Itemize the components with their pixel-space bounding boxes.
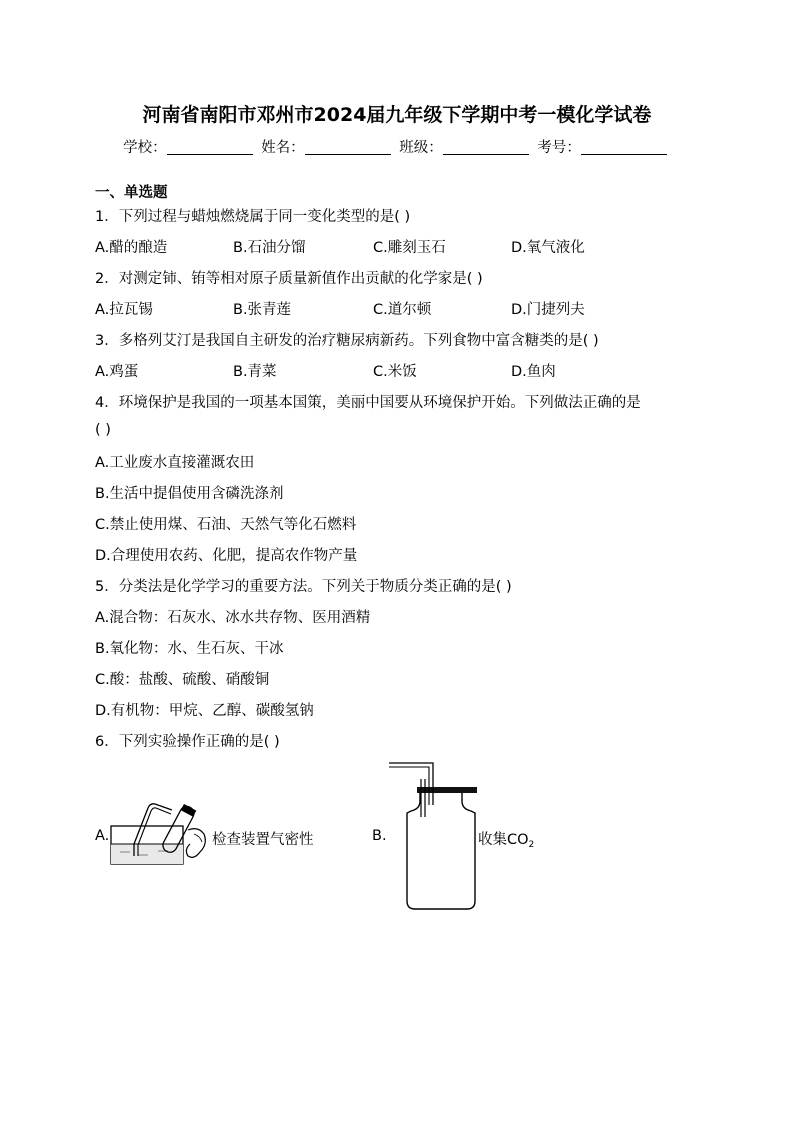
q1-option-b[interactable]: B.石油分馏 <box>233 240 306 256</box>
q2-option-d[interactable]: D.门捷列夫 <box>511 302 585 318</box>
airtightness-check-diagram <box>108 800 218 870</box>
q1-option-c[interactable]: C.雕刻玉石 <box>373 240 446 256</box>
q4-option-a[interactable]: A.工业废水直接灌溉农田 <box>95 455 255 471</box>
q4-option-b[interactable]: B.生活中提倡使用含磷洗涤剂 <box>95 486 284 502</box>
question-2-stem: 2．对测定铈、铕等相对原子质量新值作出贡献的化学家是( ) <box>95 271 483 287</box>
school-blank[interactable] <box>167 140 253 155</box>
class-blank[interactable] <box>443 140 529 155</box>
q5-option-b[interactable]: B.氧化物：水、生石灰、干冰 <box>95 641 284 657</box>
school-label: 学校： <box>123 140 167 156</box>
number-label: 考号： <box>537 140 581 156</box>
q3-option-c[interactable]: C.米饭 <box>373 364 417 380</box>
q3-option-a[interactable]: A.鸡蛋 <box>95 364 139 380</box>
section-heading: 一、单选题 <box>95 185 168 201</box>
q2-option-c[interactable]: C.道尔顿 <box>373 302 432 318</box>
question-1-stem: 1．下列过程与蜡烛燃烧属于同一变化类型的是( ) <box>95 209 411 225</box>
q1-option-d[interactable]: D.氧气液化 <box>511 240 585 256</box>
exam-title: 河南省南阳市邓州市2024届九年级下学期中考一模化学试卷 <box>142 104 652 126</box>
q2-option-b[interactable]: B.张青莲 <box>233 302 292 318</box>
q6-option-b[interactable]: B. <box>372 828 387 844</box>
name-label: 姓名： <box>261 140 305 156</box>
q6-caption-b-subscript: 2 <box>528 840 535 850</box>
question-4-stem-cont: ( ) <box>95 422 111 438</box>
student-info-row <box>0 136 794 157</box>
gas-collection-bottle-diagram <box>385 757 480 915</box>
q6-caption-a: 检查装置气密性 <box>212 832 314 848</box>
question-4-stem: 4．环境保护是我国的一项基本国策，美丽中国要从环境保护开始。下列做法正确的是 <box>95 395 641 411</box>
q6-caption-b-text: 收集CO <box>478 832 529 848</box>
q3-option-b[interactable]: B.青菜 <box>233 364 277 380</box>
q5-option-a[interactable]: A.混合物：石灰水、冰水共存物、医用酒精 <box>95 610 371 626</box>
question-6-stem: 6．下列实验操作正确的是( ) <box>95 734 280 750</box>
q5-option-d[interactable]: D.有机物：甲烷、乙醇、碳酸氢钠 <box>95 703 314 719</box>
q2-option-a[interactable]: A.拉瓦锡 <box>95 302 153 318</box>
q3-option-d[interactable]: D.鱼肉 <box>511 364 556 380</box>
q4-option-d[interactable]: D.合理使用农药、化肥，提高农作物产量 <box>95 548 358 564</box>
q6-option-a[interactable]: A. <box>95 828 110 844</box>
q4-option-c[interactable]: C.禁止使用煤、石油、天然气等化石燃料 <box>95 517 357 533</box>
question-3-stem: 3．多格列艾汀是我国自主研发的治疗糖尿病新药。下列食物中富含糖类的是( ) <box>95 333 599 349</box>
class-label: 班级： <box>399 140 443 156</box>
number-blank[interactable] <box>581 140 667 155</box>
q5-option-c[interactable]: C.酸：盐酸、硫酸、硝酸铜 <box>95 672 270 688</box>
q6-caption-b <box>478 828 534 850</box>
question-5-stem: 5．分类法是化学学习的重要方法。下列关于物质分类正确的是( ) <box>95 579 512 595</box>
name-blank[interactable] <box>305 140 391 155</box>
q1-option-a[interactable]: A.醋的酿造 <box>95 240 168 256</box>
